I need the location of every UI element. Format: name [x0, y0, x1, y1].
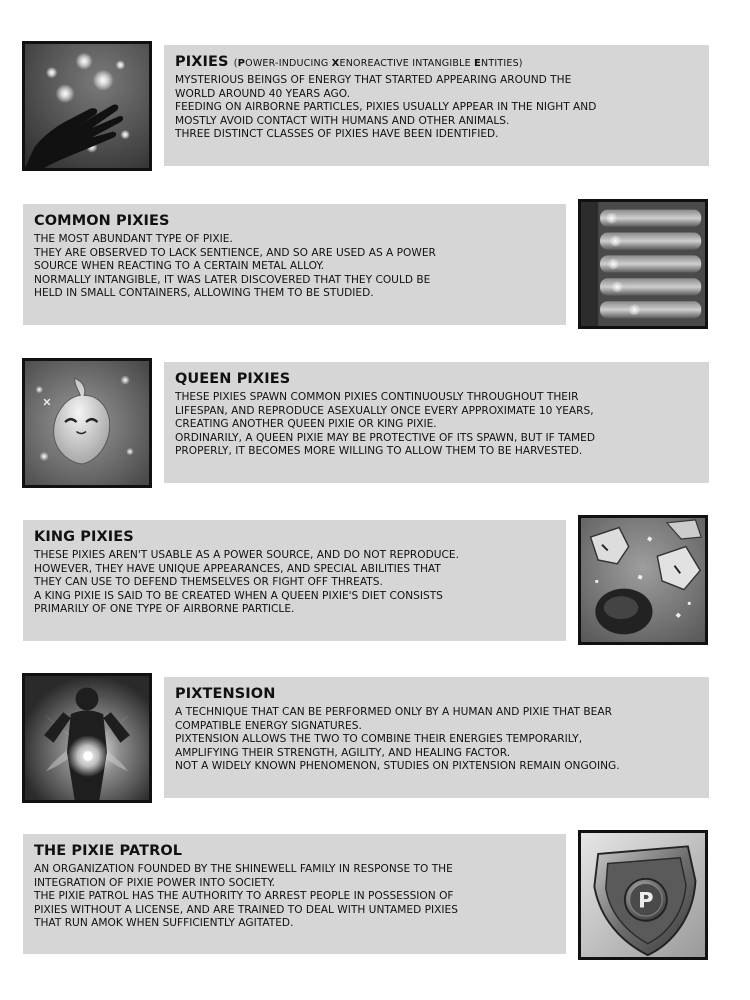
body-line: THREE DISTINCT CLASSES OF PIXIES HAVE BEEN IDENTIFIED. [175, 128, 499, 141]
containers-image [578, 199, 708, 329]
body-line: ORDINARILY, A QUEEN PIXIE MAY BE PROTECTIVE OF ITS SPAWN, BUT IF TAMED [175, 431, 596, 444]
acronym-part: I [412, 58, 416, 69]
pixies-info-panel [164, 45, 709, 166]
queen-pixie-image [22, 358, 152, 488]
acronym-part: ENOREACTIVE [339, 58, 413, 69]
king-pixies-title: KING PIXIES [34, 529, 134, 545]
king-pixies-icon [581, 518, 705, 642]
common-pixies-info-panel [23, 204, 566, 325]
pixie-patrol-body [34, 863, 556, 931]
hand-silhouette-icon [25, 44, 149, 168]
body-line: THESE PIXIES AREN'T USABLE AS A POWER SOURCE, AND DO NOT REPRODUCE. [34, 549, 459, 561]
acronym-part: X [331, 58, 340, 69]
body-line: NORMALLY INTANGIBLE, IT WAS LATER DISCOVERED THAT THEY COULD BE [34, 273, 431, 286]
hand-pixies-image [22, 41, 152, 171]
body-line: WORLD AROUND 40 YEARS AGO. [175, 87, 351, 100]
body-line: CREATING ANOTHER QUEEN PIXIE OR KING PIXIE. [175, 418, 437, 431]
badge-letter: P [638, 888, 654, 913]
king-pixies-info-panel [23, 520, 566, 641]
body-line: THE MOST ABUNDANT TYPE OF PIXIE. [34, 233, 233, 245]
pixtension-body [175, 706, 699, 774]
pixies-title [175, 54, 699, 70]
body-line: PRIMARILY OF ONE TYPE OF AIRBORNE PARTICLE. [34, 603, 295, 616]
body-line: SOURCE WHEN REACTING TO A CERTAIN METAL ALLOY. [34, 260, 325, 273]
body-line: COMPATIBLE ENERGY SIGNATURES. [175, 719, 362, 732]
body-line: HOWEVER, THEY HAVE UNIQUE APPEARANCES, AND SPECIAL ABILITIES THAT [34, 562, 441, 575]
body-line: PIXIES WITHOUT A LICENSE, AND ARE TRAINED TO DEAL WITH UNTAMED PIXIES [34, 903, 458, 916]
pixie-patrol-title: THE PIXIE PATROL [34, 843, 183, 859]
acronym-part: NTITIES [481, 58, 519, 69]
queen-pixies-info-panel [164, 362, 709, 483]
body-line: FEEDING ON AIRBORNE PARTICLES, PIXIES USUALLY APPEAR IN THE NIGHT AND [175, 101, 597, 114]
pixie-patrol-info-panel [23, 834, 566, 954]
pixtension-info-panel [164, 677, 709, 798]
body-line: THEY CAN USE TO DEFEND THEMSELVES OR FIGHT OFF THREATS. [34, 576, 383, 589]
pixtension-image [22, 673, 152, 803]
king-pixies-body [34, 549, 556, 617]
pixies-acronym: (POWER-INDUCING XENOREACTIVE INTANGIBLE ENTITIES) [233, 58, 523, 69]
acronym-part: E [474, 58, 482, 69]
body-line: NOT A WIDELY KNOWN PHENOMENON, STUDIES ON PIXTENSION REMAIN ONGOING. [175, 760, 620, 773]
acronym-part: I [278, 58, 282, 69]
body-line: AMPLIFYING THEIR STRENGTH, AGILITY, AND HEALING FACTOR. [175, 746, 511, 759]
pixie-containers-icon [581, 202, 705, 326]
body-line: MOSTLY AVOID CONTACT WITH HUMANS AND OTHER ANIMALS. [175, 114, 510, 127]
body-line: THE PIXIE PATROL HAS THE AUTHORITY TO ARREST PEOPLE IN POSSESSION OF [34, 890, 454, 903]
queen-pixies-body [175, 391, 699, 459]
king-pixies-image [578, 515, 708, 645]
pixies-body [175, 74, 699, 142]
queen-pixies-title: QUEEN PIXIES [175, 371, 291, 387]
pixies-title-text: PIXIES [175, 54, 229, 70]
queen-pixie-icon [25, 361, 149, 485]
patrol-badge-icon [581, 833, 705, 957]
body-line: HELD IN SMALL CONTAINERS, ALLOWING THEM TO BE STUDIED. [34, 287, 374, 300]
body-line: AN ORGANIZATION FOUNDED BY THE SHINEWELL FAMILY IN RESPONSE TO THE [34, 863, 453, 875]
body-line: A KING PIXIE IS SAID TO BE CREATED WHEN A QUEEN PIXIE'S DIET CONSISTS [34, 589, 443, 602]
common-pixies-body [34, 233, 556, 301]
body-line: THESE PIXIES SPAWN COMMON PIXIES CONTINUOUSLY THROUGHOUT THEIR [175, 391, 579, 403]
acronym-part: NTANGIBLE [415, 58, 475, 69]
pixtension-title: PIXTENSION [175, 686, 276, 702]
glowing-silhouette-icon [25, 676, 149, 800]
body-line: THAT RUN AMOK WHEN SUFFICIENTLY AGITATED. [34, 917, 294, 930]
acronym-part: OWER- [245, 58, 279, 69]
body-line: A TECHNIQUE THAT CAN BE PERFORMED ONLY BY A HUMAN AND PIXIE THAT BEAR [175, 706, 612, 718]
body-line: PROPERLY, IT BECOMES MORE WILLING TO ALLOW THEM TO BE HARVESTED. [175, 445, 583, 458]
common-pixies-title: COMMON PIXIES [34, 213, 170, 229]
body-line: INTEGRATION OF PIXIE POWER INTO SOCIETY. [34, 876, 276, 889]
acronym-part: NDUCING [281, 58, 332, 69]
patrol-badge-image [578, 830, 708, 960]
body-line: PIXTENSION ALLOWS THE TWO TO COMBINE THEIR ENERGIES TEMPORARILY, [175, 733, 583, 746]
acronym-part: P [237, 58, 246, 69]
body-line: THEY ARE OBSERVED TO LACK SENTIENCE, AND SO ARE USED AS A POWER [34, 246, 436, 259]
body-line: MYSTERIOUS BEINGS OF ENERGY THAT STARTED APPEARING AROUND THE [175, 74, 572, 86]
body-line: LIFESPAN, AND REPRODUCE ASEXUALLY ONCE EVERY APPROXIMATE 10 YEARS, [175, 404, 594, 417]
